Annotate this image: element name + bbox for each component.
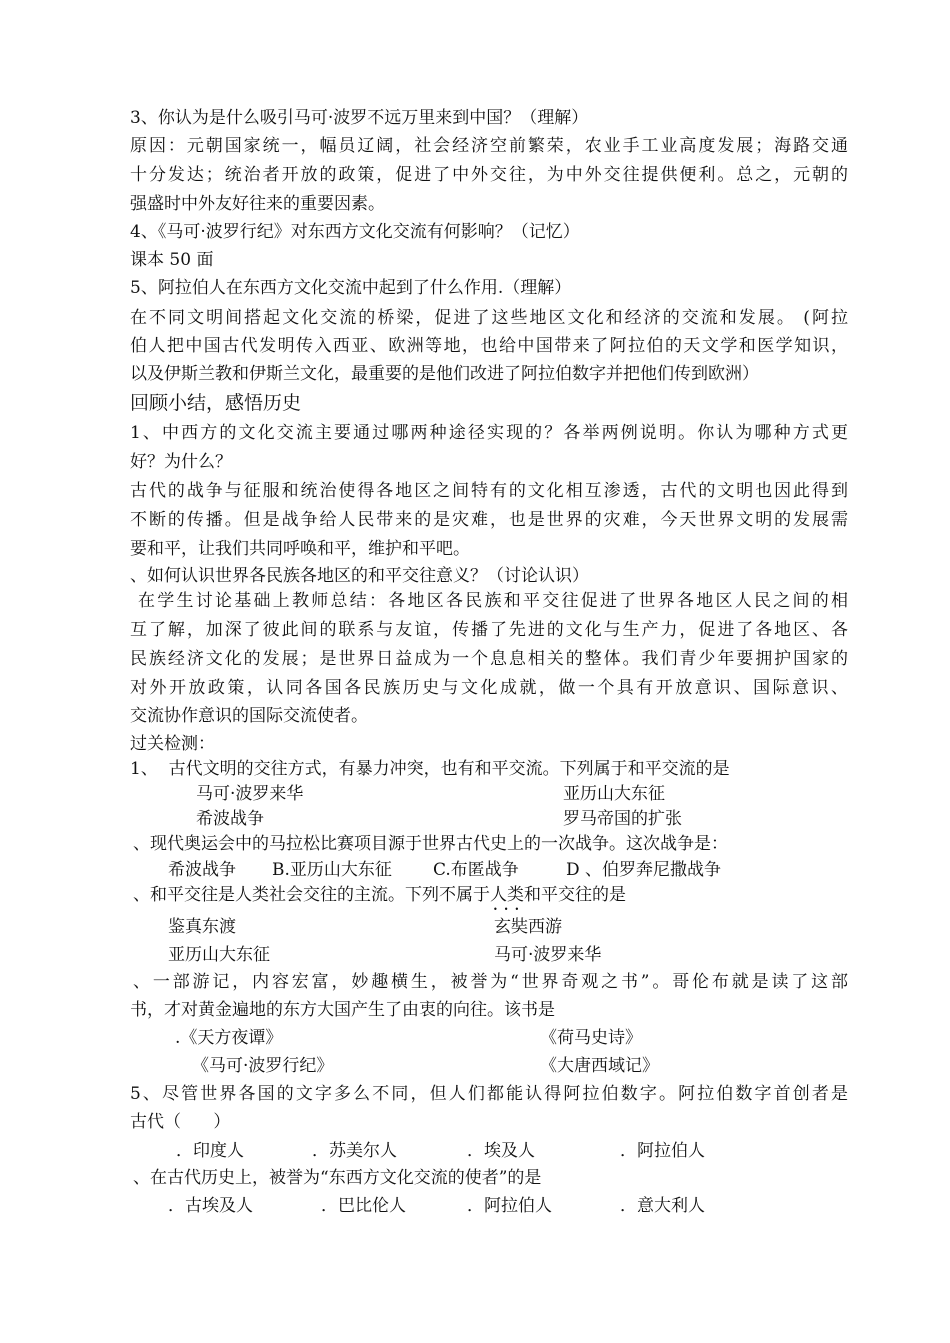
q3-answer-line-3: 强盛时中外友好往来的重要因素。 [130,194,385,214]
review-a2-line-2: 互了解，加深了彼此间的联系与友谊，传播了先进的文化与生产力，促进了各地区、各 [130,620,848,640]
q5-answer-line-1: 在不同文明间搭起文化交流的桥梁，促进了这些地区文化和经济的交流和发展。 (阿拉 [130,308,848,328]
q3-answer-line-1: 原因：元朝国家统一，幅员辽阔，社会经济空前繁荣，农业手工业高度发展；海路交通 [130,136,848,156]
t5-option-c: ．埃及人 [467,1141,535,1161]
t4-stem-line-1: 、一部游记，内容宏富，妙趣横生，被誉为“世界奇观之书”。哥伦布就是读了这部 [133,972,848,992]
t2-option-d: D 、伯罗奔尼撒战争 [566,860,722,880]
review-a2-line-3: 民族经济文化的发展；是世界日益成为一个息息相关的整体。我们青少年要拥护国家的 [130,649,848,669]
q4-answer: 课本 50 面 [130,250,214,270]
t2-stem: 、现代奥运会中的马拉松比赛项目源于世界古代史上的一次战争。这次战争是： [133,834,728,854]
t3-option-a: 鉴真东渡 [168,917,236,937]
t5-option-a: ．印度人 [176,1141,244,1161]
q3-answer-line-2: 十分发达；统治者开放的政策，促进了中外交往，为中外交往提供便利。总之，元朝的 [130,165,848,185]
q5-answer-line-3: 以及伊斯兰教和伊斯兰文化，最重要的是他们改进了阿拉伯数字并把他们传到欧洲） [130,364,759,384]
t1-option-b: 亚历山大东征 [563,784,665,804]
review-a1-line-1: 古代的战争与征服和统治使得各地区之间特有的文化相互渗透，古代的文明也因此得到 [130,481,848,501]
t4-stem-line-2: 书，才对黄金遍地的东方大国产生了由衷的向往。该书是 [130,1000,555,1020]
t6-option-a: ．古埃及人 [168,1196,253,1216]
test-heading: 过关检测： [130,734,215,754]
review-q1-line-2: 好？为什么？ [130,452,232,472]
review-a2-line-4: 对外开放政策，认同各国各民族历史与文化成就，做一个具有开放意识、国际意识、 [130,678,848,698]
t1-option-c: 希波战争 [196,809,264,829]
t6-option-b: ．巴比伦人 [321,1196,406,1216]
t1-stem: 1、 古代文明的交往方式，有暴力冲突，也有和平交流。下列属于和平交流的是 [130,759,730,779]
t5-stem-line-2: 古代（ ） [130,1112,231,1132]
t5-option-b: ．苏美尔人 [312,1141,397,1161]
review-a2-line-1: 在学生讨论基础上教师总结：各地区各民族和平交往促进了世界各地区人民之间的相 [138,591,848,611]
t1-option-d: 罗马帝国的扩张 [563,809,682,829]
t6-option-c: ．阿拉伯人 [467,1196,552,1216]
review-a1-line-2: 不断的传播。但是战争给人民带来的是灾难，也是世界的灾难，今天世界文明的发展需 [130,510,848,530]
t5-stem-line-1: 5、尽管世界各国的文字多么不同，但人们都能认得阿拉伯数字。阿拉伯数字首创者是 [130,1084,848,1104]
t3-stem: 、和平交往是人类社会交往的主流。下列不属于人类和平交往的是 [133,885,626,905]
review-q1-line-1: 1、中西方的文化交流主要通过哪两种途径实现的？各举两例说明。你认为哪种方式更 [130,423,848,443]
review-a1-line-3: 要和平，让我们共同呼唤和平，维护和平吧。 [130,539,470,559]
t4-option-a: .《天方夜谭》 [175,1028,283,1048]
t1-option-a: 马可·波罗来华 [196,784,304,804]
t2-option-a: 希波战争 [168,860,236,880]
q4-title: 4、《马可·波罗行纪》对东西方文化交流有何影响？（记忆） [130,222,580,242]
t4-option-b: 《荷马史诗》 [540,1028,642,1048]
q3-title: 3、你认为是什么吸引马可·波罗不远万里来到中国？（理解） [130,108,589,128]
q5-answer-line-2: 伯人把中国古代发明传入西亚、欧洲等地，也给中国带来了阿拉伯的天文学和医学知识， [130,336,848,356]
emphasis-dots: ••• [493,905,526,914]
review-heading: 回顾小结，感悟历史 [130,392,302,414]
t4-option-c: 《马可·波罗行纪》 [192,1056,334,1076]
t6-stem: 、在古代历史上，被誉为“东西方文化交流的使者”的是 [133,1168,542,1188]
t6-option-d: ．意大利人 [620,1196,705,1216]
t3-option-c: 亚历山大东征 [168,945,270,965]
t2-option-b: B.亚历山大东征 [272,860,392,880]
t4-option-d: 《大唐西域记》 [540,1056,659,1076]
t5-option-d: ．阿拉伯人 [620,1141,705,1161]
t3-option-d: 马可·波罗来华 [494,945,602,965]
review-q2: 、如何认识世界各民族各地区的和平交往意义？（讨论认识） [130,566,589,586]
review-a2-line-5: 交流协作意识的国际交流使者。 [130,706,368,726]
t3-option-b: 玄奘西游 [494,917,562,937]
q5-title: 5、阿拉伯人在东西方文化交流中起到了什么作用.（理解） [130,278,572,298]
t2-option-c: C.布匿战争 [433,860,519,880]
